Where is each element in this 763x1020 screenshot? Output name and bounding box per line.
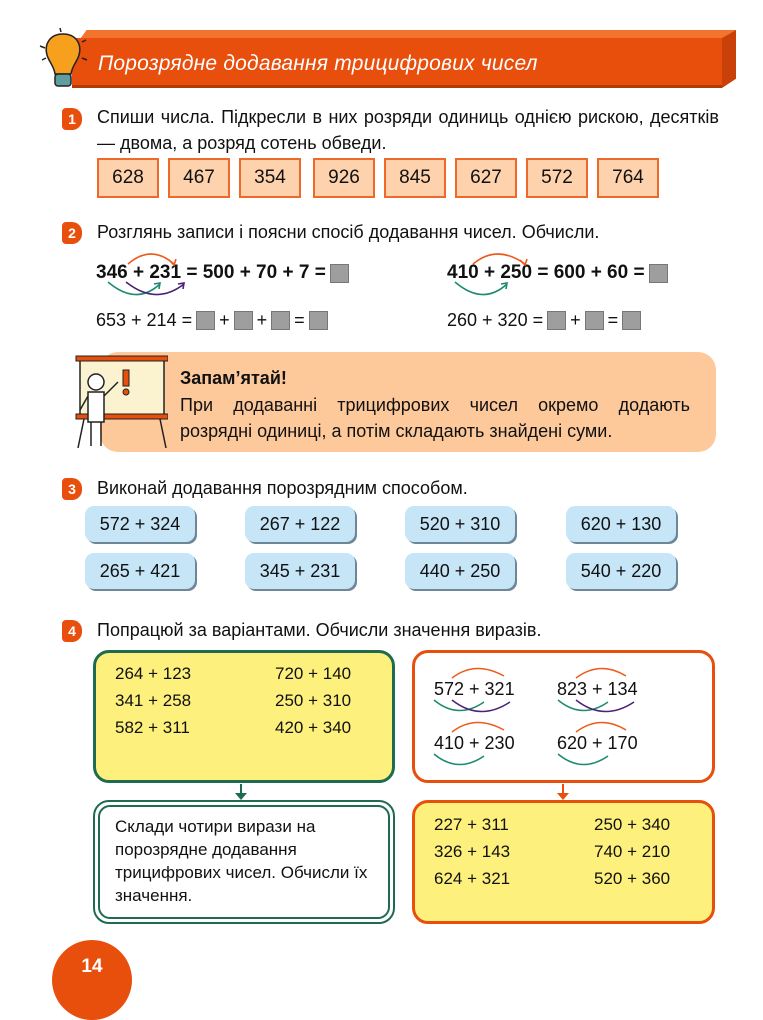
expression: 250 + 310 — [275, 691, 352, 710]
plus-sign: + — [256, 310, 268, 330]
task-number-badge: 3 — [62, 478, 82, 500]
teacher-board-icon — [68, 352, 168, 452]
lightbulb-icon — [38, 28, 88, 94]
task2-instruction: Розглянь записи і поясни спосіб додавання чисел. Обчисли. — [97, 222, 600, 242]
equation-text: 653 + 214 = — [96, 310, 193, 330]
number-box: 467 — [168, 158, 230, 198]
task-number-badge: 2 — [62, 222, 82, 244]
arc-expression: 620 + 170 — [557, 733, 638, 753]
arc-expression: 572 + 321 — [434, 679, 515, 699]
task1-instruction: Спиши числа. Підкресли в них розряди одиниць однією рискою, десятків — двома, а розряд сотень обведи. — [97, 107, 719, 153]
place-value-arcs — [96, 248, 206, 308]
number-box: 627 — [455, 158, 517, 198]
number-box: 628 — [97, 158, 159, 198]
expression: 227 + 311 — [434, 815, 509, 834]
number-box: 572 — [526, 158, 588, 198]
answer-box[interactable] — [196, 311, 215, 330]
place-value-arcs — [447, 248, 557, 308]
answer-box[interactable] — [547, 311, 566, 330]
plus-sign: + — [219, 310, 230, 330]
hundreds-arc — [128, 254, 174, 264]
variant1-right-list — [275, 660, 351, 741]
task-number-badge: 4 — [62, 620, 82, 642]
equals-sign: = — [294, 310, 305, 330]
answer-box[interactable] — [330, 264, 349, 283]
expression-card: 265 + 421 — [85, 553, 195, 589]
answer-box[interactable] — [309, 311, 328, 330]
equation-text: 260 + 320 = — [447, 310, 544, 330]
answer-box[interactable] — [649, 264, 668, 283]
answer-box[interactable] — [585, 311, 604, 330]
answer-box[interactable] — [234, 311, 253, 330]
task3-instruction: Виконай додавання порозрядним способом. — [97, 478, 468, 498]
expression: 326 + 143 — [434, 842, 511, 861]
equals-sign: = — [607, 310, 619, 330]
expression: 250 + 340 — [594, 815, 671, 834]
equation-4 — [447, 310, 641, 331]
expression: 740 + 210 — [594, 842, 671, 861]
place-value-arcs — [430, 662, 710, 772]
bottom-left-list — [434, 811, 510, 892]
tens-arc — [455, 282, 507, 295]
answer-box[interactable] — [622, 311, 641, 330]
answer-box[interactable] — [271, 311, 290, 330]
header-bar-side — [722, 30, 736, 88]
expression: 264 + 123 — [115, 664, 192, 683]
expression: 624 + 321 — [434, 869, 511, 888]
number-box: 926 — [313, 158, 375, 198]
expression-card: 620 + 130 — [566, 506, 676, 542]
expression-card: 520 + 310 — [405, 506, 515, 542]
expression-card: 572 + 324 — [85, 506, 195, 542]
hundreds-arc — [473, 254, 525, 264]
page-title: Порозрядне додавання трицифрових чисел — [98, 52, 538, 75]
arc-expression: 410 + 230 — [434, 733, 515, 753]
equation-text: 346 + 231 = 500 + 70 + 7 = — [96, 262, 326, 283]
expression-card: 267 + 122 — [245, 506, 355, 542]
number-box: 354 — [239, 158, 301, 198]
number-box: 764 — [597, 158, 659, 198]
equation-text: 410 + 250 = 600 + 60 = — [447, 262, 645, 283]
variant1-left-list — [115, 660, 191, 741]
remember-title: Запам’ятай! — [180, 368, 287, 388]
task-number-badge: 1 — [62, 108, 82, 130]
expression-card: 540 + 220 — [566, 553, 676, 589]
expression: 520 + 360 — [594, 869, 671, 888]
page-number: 14 — [52, 940, 132, 1020]
expression-card: 345 + 231 — [245, 553, 355, 589]
equation-3 — [96, 310, 328, 331]
arc-expression: 823 + 134 — [557, 679, 638, 699]
number-box: 845 — [384, 158, 446, 198]
remember-text: При додаванні трицифрових чисел окремо додають розрядні одиниці, а потім складають знайдені суми. — [180, 395, 690, 441]
expression: 582 + 311 — [115, 718, 190, 737]
expression: 341 + 258 — [115, 691, 192, 710]
expression-card: 440 + 250 — [405, 553, 515, 589]
bottom-right-list — [594, 811, 670, 892]
compose-instruction: Склади чотири вирази на порозрядне додавання трицифрових чисел. Обчисли їх значення. — [115, 817, 368, 905]
expression: 720 + 140 — [275, 664, 352, 683]
task4-instruction: Попрацюй за варіантами. Обчисли значення виразів. — [97, 620, 542, 640]
expression: 420 + 340 — [275, 718, 352, 737]
plus-sign: + — [570, 310, 581, 330]
